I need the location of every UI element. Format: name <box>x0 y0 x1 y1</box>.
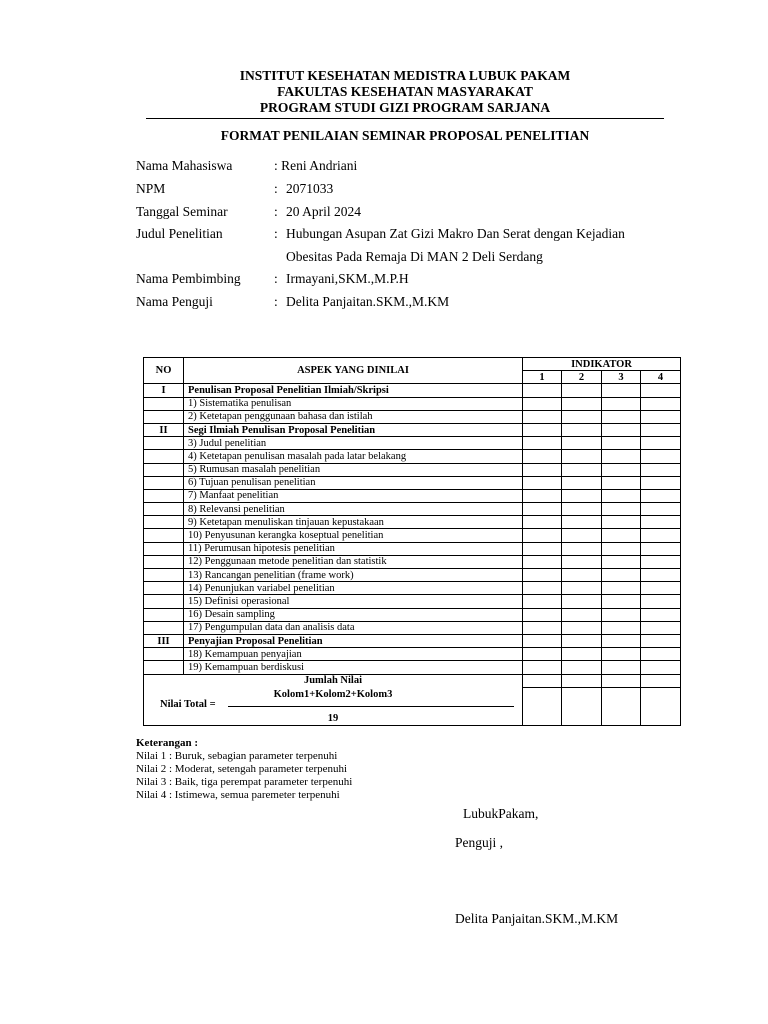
aspect-item: 11) Perumusan hipotesis penelitian <box>184 542 523 555</box>
npm-colon: : <box>274 181 278 196</box>
indikator-4-cell[interactable] <box>641 463 681 476</box>
indikator-4-cell[interactable] <box>641 489 681 502</box>
indikator-1-cell[interactable] <box>523 423 562 436</box>
indikator-3-cell[interactable] <box>602 529 641 542</box>
row-number <box>144 569 184 582</box>
row-number: III <box>144 634 184 647</box>
aspect-item: 13) Rancangan penelitian (frame work) <box>184 569 523 582</box>
nama-pembimbing-value: Irmayani,SKM.,M.P.H <box>286 271 409 286</box>
aspect-item: 8) Relevansi penelitian <box>184 503 523 516</box>
nama-pembimbing-colon: : <box>274 271 278 286</box>
npm-value: 2071033 <box>286 181 334 196</box>
aspect-item: 15) Definisi operasional <box>184 595 523 608</box>
indikator-4-header: 4 <box>641 371 681 384</box>
indikator-1-cell[interactable] <box>523 384 562 397</box>
jumlah-4-cell[interactable] <box>641 674 681 687</box>
indikator-3-cell[interactable] <box>602 569 641 582</box>
jumlah-2-cell[interactable] <box>562 674 602 687</box>
aspect-item: 7) Manfaat penelitian <box>184 489 523 502</box>
row-number <box>144 529 184 542</box>
indikator-1-cell[interactable] <box>523 608 562 621</box>
indikator-3-cell[interactable] <box>602 476 641 489</box>
keterangan-nilai-2: Nilai 2 : Moderat, setengah parameter terpenuhi <box>136 763 348 775</box>
keterangan-nilai-3: Nilai 3 : Baik, tiga perempat parameter terpenuhi <box>136 776 353 788</box>
indikator-3-cell[interactable] <box>602 384 641 397</box>
indikator-3-cell[interactable] <box>602 661 641 674</box>
row-number <box>144 582 184 595</box>
indikator-3-cell[interactable] <box>602 608 641 621</box>
aspect-item: 19) Kemampuan berdiskusi <box>184 661 523 674</box>
nama-penguji-label: Nama Penguji <box>136 294 213 309</box>
document-title: FORMAT PENILAIAN SEMINAR PROPOSAL PENELITIAN <box>220 128 590 143</box>
table-row <box>144 555 681 568</box>
indikator-4-cell[interactable] <box>641 634 681 647</box>
indikator-4-cell[interactable] <box>641 450 681 463</box>
indikator-1-cell[interactable] <box>523 582 562 595</box>
indikator-1-cell[interactable] <box>523 661 562 674</box>
indikator-2-cell[interactable] <box>562 555 602 568</box>
nama-mahasiswa-value: : Reni Andriani <box>274 158 358 173</box>
indikator-3-cell[interactable] <box>602 463 641 476</box>
indikator-1-cell[interactable] <box>523 503 562 516</box>
indikator-1-cell[interactable] <box>523 437 562 450</box>
indikator-3-cell[interactable] <box>602 450 641 463</box>
keterangan <box>136 737 352 802</box>
nilai-total-row <box>144 687 681 726</box>
total-4-cell[interactable] <box>641 687 681 726</box>
signature-name: Delita Panjaitan.SKM.,M.KM <box>455 911 619 926</box>
indikator-2-cell[interactable] <box>562 542 602 555</box>
indikator-4-cell[interactable] <box>641 595 681 608</box>
institution-header <box>146 68 664 116</box>
indikator-4-cell[interactable] <box>641 582 681 595</box>
row-number: II <box>144 423 184 436</box>
indikator-2-cell[interactable] <box>562 397 602 410</box>
total-1-cell[interactable] <box>523 687 562 726</box>
header-divider <box>146 118 664 119</box>
signature-role: Penguji , <box>455 835 504 850</box>
tanggal-seminar-label: Tanggal Seminar <box>136 204 228 219</box>
indikator-1-cell[interactable] <box>523 648 562 661</box>
col-header-indikator: INDIKATOR <box>523 358 681 371</box>
table-row <box>144 476 681 489</box>
indikator-1-cell[interactable] <box>523 489 562 502</box>
indikator-4-cell[interactable] <box>641 555 681 568</box>
aspect-item: 2) Ketetapan penggunaan bahasa dan istilah <box>184 410 523 423</box>
judul-penelitian-value-line2: Obesitas Pada Remaja Di MAN 2 Deli Serdang <box>286 249 543 264</box>
indikator-1-cell[interactable] <box>523 634 562 647</box>
row-number <box>144 608 184 621</box>
aspect-item: 18) Kemampuan penyajian <box>184 648 523 661</box>
indikator-2-cell[interactable] <box>562 582 602 595</box>
indikator-2-cell[interactable] <box>562 648 602 661</box>
indikator-4-cell[interactable] <box>641 608 681 621</box>
indikator-4-cell[interactable] <box>641 397 681 410</box>
table-row <box>144 595 681 608</box>
col-header-aspek: ASPEK YANG DINILAI <box>184 358 523 384</box>
section-title: Penulisan Proposal Penelitian Ilmiah/Skripsi <box>184 384 523 397</box>
indikator-2-header: 2 <box>562 371 602 384</box>
indikator-3-header: 3 <box>602 371 641 384</box>
table-row <box>144 463 681 476</box>
indikator-2-cell[interactable] <box>562 569 602 582</box>
indikator-3-cell[interactable] <box>602 489 641 502</box>
indikator-4-cell[interactable] <box>641 529 681 542</box>
indikator-3-cell[interactable] <box>602 582 641 595</box>
indikator-4-cell[interactable] <box>641 661 681 674</box>
nama-pembimbing-label: Nama Pembimbing <box>136 271 241 286</box>
table-row <box>144 529 681 542</box>
table-row <box>144 397 681 410</box>
indikator-1-cell[interactable] <box>523 542 562 555</box>
indikator-4-cell[interactable] <box>641 437 681 450</box>
indikator-2-cell[interactable] <box>562 463 602 476</box>
col-header-no: NO <box>144 358 184 384</box>
indikator-4-cell[interactable] <box>641 569 681 582</box>
table-row <box>144 648 681 661</box>
indikator-4-cell[interactable] <box>641 542 681 555</box>
table-row <box>144 569 681 582</box>
section-row <box>144 634 681 647</box>
indikator-2-cell[interactable] <box>562 489 602 502</box>
nama-penguji-colon: : <box>274 294 278 309</box>
row-number <box>144 542 184 555</box>
section-title: Segi Ilmiah Penulisan Proposal Penelitian <box>184 423 523 436</box>
indikator-3-cell[interactable] <box>602 437 641 450</box>
indikator-3-cell[interactable] <box>602 648 641 661</box>
indikator-1-cell[interactable] <box>523 595 562 608</box>
table-row <box>144 661 681 674</box>
indikator-1-cell[interactable] <box>523 621 562 634</box>
indikator-2-cell[interactable] <box>562 516 602 529</box>
section-row <box>144 384 681 397</box>
judul-penelitian-colon: : <box>274 226 278 241</box>
signature-place: LubukPakam, <box>463 806 539 821</box>
indikator-2-cell[interactable] <box>562 423 602 436</box>
total-formula-denominator: 19 <box>327 713 339 725</box>
indikator-4-cell[interactable] <box>641 384 681 397</box>
indikator-1-cell[interactable] <box>523 410 562 423</box>
indikator-1-cell[interactable] <box>523 529 562 542</box>
keterangan-title: Keterangan : <box>136 737 199 749</box>
indikator-2-cell[interactable] <box>562 476 602 489</box>
row-number <box>144 437 184 450</box>
nilai-total-formula <box>144 687 523 726</box>
aspect-item: 10) Penyusunan kerangka koseptual penelitian <box>184 529 523 542</box>
indikator-2-cell[interactable] <box>562 384 602 397</box>
aspect-item: 9) Ketetapan menuliskan tinjauan kepustakaan <box>184 516 523 529</box>
indikator-4-cell[interactable] <box>641 476 681 489</box>
keterangan-nilai-4: Nilai 4 : Istimewa, semua paremeter terpenuhi <box>136 789 340 801</box>
indikator-3-cell[interactable] <box>602 555 641 568</box>
indikator-1-cell[interactable] <box>523 516 562 529</box>
nama-penguji-value: Delita Panjaitan.SKM.,M.KM <box>286 294 450 309</box>
row-number <box>144 489 184 502</box>
aspect-item: 16) Desain sampling <box>184 608 523 621</box>
row-number <box>144 397 184 410</box>
indikator-4-cell[interactable] <box>641 423 681 436</box>
table-row <box>144 621 681 634</box>
jumlah-3-cell[interactable] <box>602 674 641 687</box>
nilai-total-label: Nilai Total = <box>160 699 216 711</box>
row-number <box>144 476 184 489</box>
aspect-item: 6) Tujuan penulisan penelitian <box>184 476 523 489</box>
indikator-1-header: 1 <box>523 371 562 384</box>
nama-mahasiswa-label: Nama Mahasiswa <box>136 158 233 173</box>
aspect-item: 17) Pengumpulan data dan analisis data <box>184 621 523 634</box>
npm-label: NPM <box>136 181 166 196</box>
row-number <box>144 516 184 529</box>
row-number <box>144 503 184 516</box>
indikator-4-cell[interactable] <box>641 503 681 516</box>
tanggal-seminar-colon: : <box>274 204 278 219</box>
row-number <box>144 450 184 463</box>
indikator-3-cell[interactable] <box>602 542 641 555</box>
assessment-table <box>143 357 681 726</box>
indikator-2-cell[interactable] <box>562 621 602 634</box>
table-row <box>144 489 681 502</box>
indikator-1-cell[interactable] <box>523 463 562 476</box>
total-formula-numerator: Kolom1+Kolom2+Kolom3 <box>273 689 393 701</box>
indikator-4-cell[interactable] <box>641 516 681 529</box>
row-number <box>144 661 184 674</box>
row-number <box>144 555 184 568</box>
aspect-item: 5) Rumusan masalah penelitian <box>184 463 523 476</box>
keterangan-nilai-1: Nilai 1 : Buruk, sebagian parameter terpenuhi <box>136 750 338 762</box>
indikator-2-cell[interactable] <box>562 529 602 542</box>
row-number <box>144 648 184 661</box>
aspect-item: 1) Sistematika penulisan <box>184 397 523 410</box>
aspect-item: 3) Judul penelitian <box>184 437 523 450</box>
indikator-3-cell[interactable] <box>602 410 641 423</box>
row-number <box>144 621 184 634</box>
indikator-2-cell[interactable] <box>562 634 602 647</box>
section-row <box>144 423 681 436</box>
jumlah-1-cell[interactable] <box>523 674 562 687</box>
table-row <box>144 516 681 529</box>
jumlah-nilai-label: Jumlah Nilai <box>144 674 523 687</box>
total-2-cell[interactable] <box>562 687 602 726</box>
indikator-1-cell[interactable] <box>523 476 562 489</box>
judul-penelitian-value-line1: Hubungan Asupan Zat Gizi Makro Dan Serat dengan Kejadian <box>286 226 625 241</box>
jumlah-nilai-row <box>144 674 681 687</box>
table-row <box>144 437 681 450</box>
indikator-3-cell[interactable] <box>602 634 641 647</box>
indikator-3-cell[interactable] <box>602 503 641 516</box>
table-row <box>144 582 681 595</box>
indikator-1-cell[interactable] <box>523 397 562 410</box>
header-line-institute: INSTITUT KESEHATAN MEDISTRA LUBUK PAKAM <box>239 68 571 83</box>
total-3-cell[interactable] <box>602 687 641 726</box>
table-row <box>144 410 681 423</box>
judul-penelitian-label: Judul Penelitian <box>136 226 223 241</box>
indikator-3-cell[interactable] <box>602 595 641 608</box>
indikator-3-cell[interactable] <box>602 621 641 634</box>
indikator-1-cell[interactable] <box>523 450 562 463</box>
table-row <box>144 450 681 463</box>
indikator-1-cell[interactable] <box>523 555 562 568</box>
table-row <box>144 608 681 621</box>
row-number <box>144 463 184 476</box>
aspect-item: 14) Penunjukan variabel penelitian <box>184 582 523 595</box>
indikator-2-cell[interactable] <box>562 410 602 423</box>
indikator-2-cell[interactable] <box>562 450 602 463</box>
table-row <box>144 542 681 555</box>
indikator-2-cell[interactable] <box>562 608 602 621</box>
indikator-2-cell[interactable] <box>562 437 602 450</box>
header-line-program: PROGRAM STUDI GIZI PROGRAM SARJANA <box>259 100 551 115</box>
indikator-3-cell[interactable] <box>602 397 641 410</box>
indikator-4-cell[interactable] <box>641 410 681 423</box>
indikator-3-cell[interactable] <box>602 516 641 529</box>
section-title: Penyajian Proposal Penelitian <box>184 634 523 647</box>
indikator-4-cell[interactable] <box>641 621 681 634</box>
indikator-2-cell[interactable] <box>562 503 602 516</box>
header-line-faculty: FAKULTAS KESEHATAN MASYARAKAT <box>277 84 533 99</box>
indikator-2-cell[interactable] <box>562 661 602 674</box>
indikator-1-cell[interactable] <box>523 569 562 582</box>
row-number: I <box>144 384 184 397</box>
fraction-bar <box>228 706 514 707</box>
indikator-4-cell[interactable] <box>641 648 681 661</box>
row-number <box>144 410 184 423</box>
aspect-item: 4) Ketetapan penulisan masalah pada latar belakang <box>184 450 523 463</box>
aspect-item: 12) Penggunaan metode penelitian dan statistik <box>184 555 523 568</box>
tanggal-seminar-value: 20 April 2024 <box>286 204 362 219</box>
indikator-3-cell[interactable] <box>602 423 641 436</box>
indikator-2-cell[interactable] <box>562 595 602 608</box>
row-number <box>144 595 184 608</box>
table-row <box>144 503 681 516</box>
